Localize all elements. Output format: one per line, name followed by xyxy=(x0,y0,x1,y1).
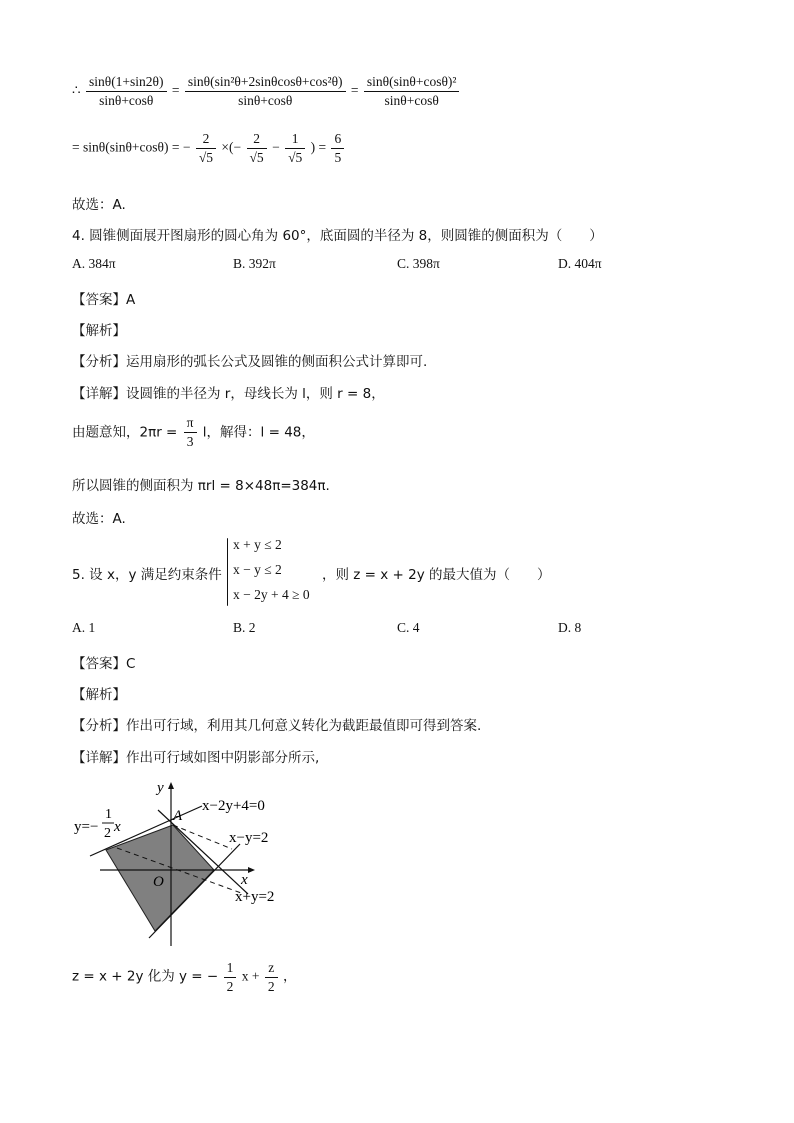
line-label-x-2y-4: x−2y+4=0 xyxy=(202,798,265,814)
q4-analysis-tag: 【解析】 xyxy=(72,323,126,339)
y-axis-label: y xyxy=(157,780,164,796)
q4-answer: 【答案】A xyxy=(72,292,136,308)
constraint-1: x + y ≤ 2 xyxy=(233,537,282,552)
dashed-label-den: 2 xyxy=(104,826,111,841)
q4-option-c: C. 398π xyxy=(397,256,440,271)
dashed-label-post: x xyxy=(114,819,121,835)
q5-stem-post: ，则 z = x + 2y 的最大值为（ ） xyxy=(322,567,551,583)
fraction-lhs: $\frac{\sin\theta(1+\sin 2\theta)}{\sin\theta+\cos\theta}$ xyxy=(86,74,167,109)
q4-option-b: B. 392π xyxy=(233,256,276,271)
constraint-2: x − y ≤ 2 xyxy=(233,562,282,577)
fraction-rhs: $\frac{\text{sinθ(sinθ+cosθ)²}}{\sin\theta+\cos\theta}$ xyxy=(364,74,460,109)
fraction-mid: $\frac{\text{sinθ(sin²θ+2sinθcosθ+cos²θ)}}{\sin\theta+\cos\theta}$ xyxy=(185,74,346,109)
x-axis-label: x xyxy=(241,872,248,888)
fraction: $\frac{2}{√5}$ xyxy=(247,131,267,166)
fraction: $\frac{2}{√5}$ xyxy=(196,131,216,166)
q5-analysis-tag: 【解析】 xyxy=(72,687,126,703)
therefore-symbol: ∴ xyxy=(72,82,81,98)
q4-line2: 由题意知，2πr = $\frac{\pi}{3}$ l，解得：l = 48， xyxy=(72,415,315,449)
dashed-label-num: 1 xyxy=(105,807,112,822)
q4-choice: 故选：A. xyxy=(72,511,126,527)
fraction: $\frac{z}{2}$ xyxy=(265,960,278,995)
q5-option-b: B. 2 xyxy=(233,620,256,635)
answer-tag: 【答案】 xyxy=(72,656,126,672)
q5-option-d: D. 8 xyxy=(558,620,582,635)
q4-fenxi: 【分析】运用扇形的弧长公式及圆锥的侧面积公式计算即可. xyxy=(72,354,428,370)
fraction: $\frac{1}{√5}$ xyxy=(285,131,305,166)
dashed-label-pre: y=− xyxy=(74,819,99,835)
q5-answer: 【答案】C xyxy=(72,656,136,672)
fraction: $\frac{6}{5}$ xyxy=(331,131,344,166)
equation-line-2: = sinθ(sinθ+cosθ) = − $\frac{2}{√5}$ ×(− $\frac{2}{√5}$ − $\frac{1}{√5}$ ) = $\frac{6}{5}$ xyxy=(72,131,346,166)
answer-tag: 【答案】 xyxy=(72,292,126,308)
q5-option-a: A. 1 xyxy=(72,620,96,635)
q4-line3: 所以圆锥的侧面积为 πrl = 8×48π=384π. xyxy=(72,478,330,494)
q4-stem: 4. 圆锥侧面展开图扇形的圆心角为 60°，底面圆的半径为 8，则圆锥的侧面积为（ ） xyxy=(72,228,603,244)
line-label-x+y-2: x+y=2 xyxy=(235,889,275,905)
point-a-label: A xyxy=(173,808,183,824)
equation-line-1: ∴ $\frac{\sin\theta(1+\sin 2\theta)}{\sin\theta+\cos\theta}$ = $\frac{\text{sinθ(sin²θ+2sinθcosθ+cos²θ)}}{\sin\theta+\cos\theta}$ = $\frac{\text{sinθ(sinθ+cosθ)²}}{\sin\theta+\cos\theta}$ xyxy=(72,74,461,109)
q5-fenxi: 【分析】作出可行域，利用其几何意义转化为截距最值即可得到答案. xyxy=(72,718,482,734)
x-axis-arrow xyxy=(248,867,255,873)
q4-option-a: A. 384π xyxy=(72,256,116,271)
feasible-region-figure xyxy=(72,776,302,951)
q5-stem-pre: 5. 设 x，y 满足约束条件 xyxy=(72,567,222,583)
origin-label: O xyxy=(153,874,164,890)
q3-choice: 故选：A. xyxy=(72,197,126,213)
q5-xiangjie: 【详解】作出可行域如图中阴影部分所示, xyxy=(72,750,320,766)
constraint-brace xyxy=(227,538,228,606)
q5-last-line: z = x + 2y 化为 y = − $\frac{1}{2}$ x + $\frac{z}{2}$ ， xyxy=(72,960,297,994)
q4-option-d: D. 404π xyxy=(558,256,602,271)
q4-xiangjie: 【详解】设圆锥的半径为 r，母线长为 l，则 r = 8， xyxy=(72,386,385,402)
line-label-x-y-2: x−y=2 xyxy=(229,830,269,846)
y-axis-arrow xyxy=(168,782,174,789)
fraction: $\frac{\pi}{3}$ xyxy=(184,415,197,450)
constraint-3: x − 2y + 4 ≥ 0 xyxy=(233,587,310,602)
fraction: $\frac{1}{2}$ xyxy=(224,960,237,995)
q5-option-c: C. 4 xyxy=(397,620,420,635)
